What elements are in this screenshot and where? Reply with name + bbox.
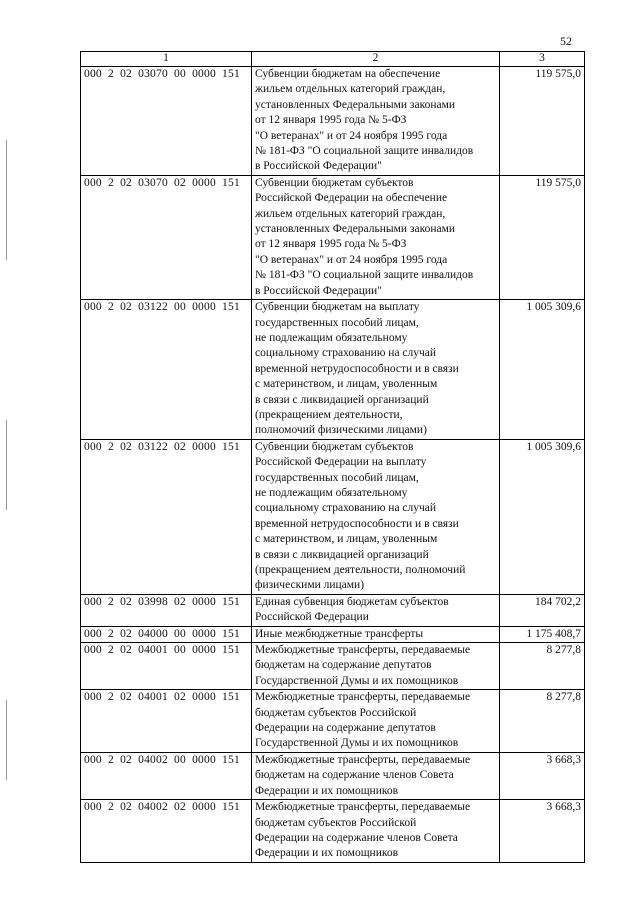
revenue-name-line: государственных пособий лицам, xyxy=(255,471,419,484)
revenue-name-line: установленных Федеральными законами xyxy=(255,98,456,111)
revenue-name-cell xyxy=(252,626,500,642)
revenue-name-line: полномочий физическими лицами) xyxy=(255,424,427,437)
revenue-name-line: в связи с ликвидацией организаций xyxy=(255,393,429,406)
budget-code-cell: 000 2 02 04002 00 0000 151 xyxy=(81,752,252,799)
revenue-name-line: Государственной Думы и их помощников xyxy=(255,737,459,750)
budget-code-cell: 000 2 02 04001 00 0000 151 xyxy=(81,643,252,690)
column-header-amount: 3 xyxy=(500,52,585,67)
revenue-name-line: бюджетам субъектов Российской xyxy=(255,706,417,719)
revenue-name-line: Субвенции бюджетам субъектов xyxy=(255,440,414,453)
revenue-name-line: Межбюджетные трансферты, передаваемые xyxy=(255,801,471,814)
amount-cell: 8 277,8 xyxy=(500,690,585,753)
revenue-name-line: бюджетам субъектов Российской xyxy=(255,816,417,829)
amount-cell: 184 702,2 xyxy=(500,594,585,626)
revenue-name-line: не подлежащим обязательному xyxy=(255,486,408,499)
table-row xyxy=(81,643,585,690)
revenue-name-line: с материнством, и лицам, уволенным xyxy=(255,533,438,546)
revenue-name-line: физическими лицами) xyxy=(255,579,365,592)
revenue-name-line: социальному страхованию на случай xyxy=(255,502,437,515)
budget-classification-table xyxy=(80,51,585,863)
revenue-name-cell xyxy=(252,800,500,863)
revenue-name-line: № 181-ФЗ "О социальной защите инвалидов xyxy=(255,269,474,282)
revenue-name-line: временной нетрудоспособности и в связи xyxy=(255,517,459,530)
table-row xyxy=(81,594,585,626)
revenue-name-line: № 181-ФЗ "О социальной защите инвалидов xyxy=(255,145,474,158)
amount-cell: 119 575,0 xyxy=(500,175,585,299)
table-row xyxy=(81,439,585,594)
revenue-name-line: Межбюджетные трансферты, передаваемые xyxy=(255,691,471,704)
revenue-name-line: Единая субвенция бюджетам субъектов xyxy=(255,595,449,608)
revenue-name-line: Федерации на содержание депутатов xyxy=(255,722,436,735)
revenue-name-line: Межбюджетные трансферты, передаваемые xyxy=(255,644,471,657)
table-header-row xyxy=(81,52,585,67)
revenue-name-line: Государственной Думы и их помощников xyxy=(255,674,459,687)
revenue-name-line: от 12 января 1995 года № 5-ФЗ xyxy=(255,238,407,251)
scan-edge-mark xyxy=(6,140,7,260)
amount-cell: 3 668,3 xyxy=(500,752,585,799)
table-row xyxy=(81,67,585,176)
revenue-name-line: бюджетам на содержание членов Совета xyxy=(255,769,454,782)
table-body xyxy=(81,67,585,863)
amount-cell: 1 175 408,7 xyxy=(500,626,585,642)
budget-code-cell: 000 2 02 03070 00 0000 151 xyxy=(81,67,252,176)
table-row xyxy=(81,752,585,799)
revenue-name-cell xyxy=(252,752,500,799)
revenue-name-cell xyxy=(252,643,500,690)
revenue-name-line: Российской Федерации на выплату xyxy=(255,456,427,469)
revenue-name-line: "О ветеранах" и от 24 ноября 1995 года xyxy=(255,253,448,266)
revenue-name-cell xyxy=(252,175,500,299)
revenue-name-cell xyxy=(252,594,500,626)
revenue-name-line: Федерации и их помощников xyxy=(255,784,399,797)
revenue-name-line: Субвенции бюджетам на выплату xyxy=(255,301,420,314)
revenue-name-line: Межбюджетные трансферты, передаваемые xyxy=(255,753,471,766)
revenue-name-line: "О ветеранах" и от 24 ноября 1995 года xyxy=(255,129,448,142)
revenue-name-line: в связи с ликвидацией организаций xyxy=(255,548,429,561)
revenue-name-line: временной нетрудоспособности и в связи xyxy=(255,362,459,375)
revenue-name-line: не подлежащим обязательному xyxy=(255,331,408,344)
column-header-code: 1 xyxy=(81,52,252,67)
table-row xyxy=(81,800,585,863)
amount-cell: 8 277,8 xyxy=(500,643,585,690)
revenue-name-line: Российской Федерации xyxy=(255,611,369,624)
revenue-name-line: Федерации на содержание членов Совета xyxy=(255,831,458,844)
revenue-name-line: Субвенции бюджетам на обеспечение xyxy=(255,68,441,80)
column-header-name: 2 xyxy=(252,52,500,67)
revenue-name-line: установленных Федеральными законами xyxy=(255,223,456,236)
table-row xyxy=(81,175,585,299)
budget-code-cell: 000 2 02 04000 00 0000 151 xyxy=(81,626,252,642)
revenue-name-line: (прекращением деятельности, xyxy=(255,408,403,421)
revenue-name-cell xyxy=(252,300,500,440)
revenue-name-line: с материнством, и лицам, уволенным xyxy=(255,378,438,391)
amount-cell: 3 668,3 xyxy=(500,800,585,863)
revenue-name-line: Иные межбюджетные трансферты xyxy=(255,627,424,640)
revenue-name-line: от 12 января 1995 года № 5-ФЗ xyxy=(255,114,407,127)
revenue-name-cell xyxy=(252,67,500,176)
budget-code-cell: 000 2 02 03998 02 0000 151 xyxy=(81,594,252,626)
revenue-name-cell xyxy=(252,690,500,753)
table-row xyxy=(81,626,585,642)
revenue-name-cell xyxy=(252,439,500,594)
page-number: 52 xyxy=(560,34,572,48)
scan-edge-mark xyxy=(6,700,7,780)
budget-code-cell: 000 2 02 03070 02 0000 151 xyxy=(81,175,252,299)
revenue-name-line: в Российской Федерации" xyxy=(255,284,382,297)
revenue-name-line: жильем отдельных категорий граждан, xyxy=(255,207,446,220)
revenue-name-line: государственных пособий лицам, xyxy=(255,316,419,329)
revenue-name-line: жильем отдельных категорий граждан, xyxy=(255,83,446,96)
budget-code-cell: 000 2 02 03122 02 0000 151 xyxy=(81,439,252,594)
amount-cell: 1 005 309,6 xyxy=(500,300,585,440)
amount-cell: 119 575,0 xyxy=(500,67,585,176)
revenue-name-line: бюджетам на содержание депутатов xyxy=(255,659,432,672)
revenue-name-line: Субвенции бюджетам субъектов xyxy=(255,176,414,189)
budget-code-cell: 000 2 02 04002 02 0000 151 xyxy=(81,800,252,863)
amount-cell: 1 005 309,6 xyxy=(500,439,585,594)
scan-edge-mark xyxy=(6,420,7,510)
revenue-name-line: социальному страхованию на случай xyxy=(255,347,437,360)
revenue-name-line: (прекращением деятельности, полномочий xyxy=(255,564,466,576)
budget-code-cell: 000 2 02 04001 02 0000 151 xyxy=(81,690,252,753)
budget-code-cell: 000 2 02 03122 00 0000 151 xyxy=(81,300,252,440)
revenue-name-line: Федерации и их помощников xyxy=(255,847,399,860)
revenue-name-line: в Российской Федерации" xyxy=(255,160,382,173)
table-row xyxy=(81,300,585,440)
table-row xyxy=(81,690,585,753)
revenue-name-line: Российской Федерации на обеспечение xyxy=(255,192,448,205)
